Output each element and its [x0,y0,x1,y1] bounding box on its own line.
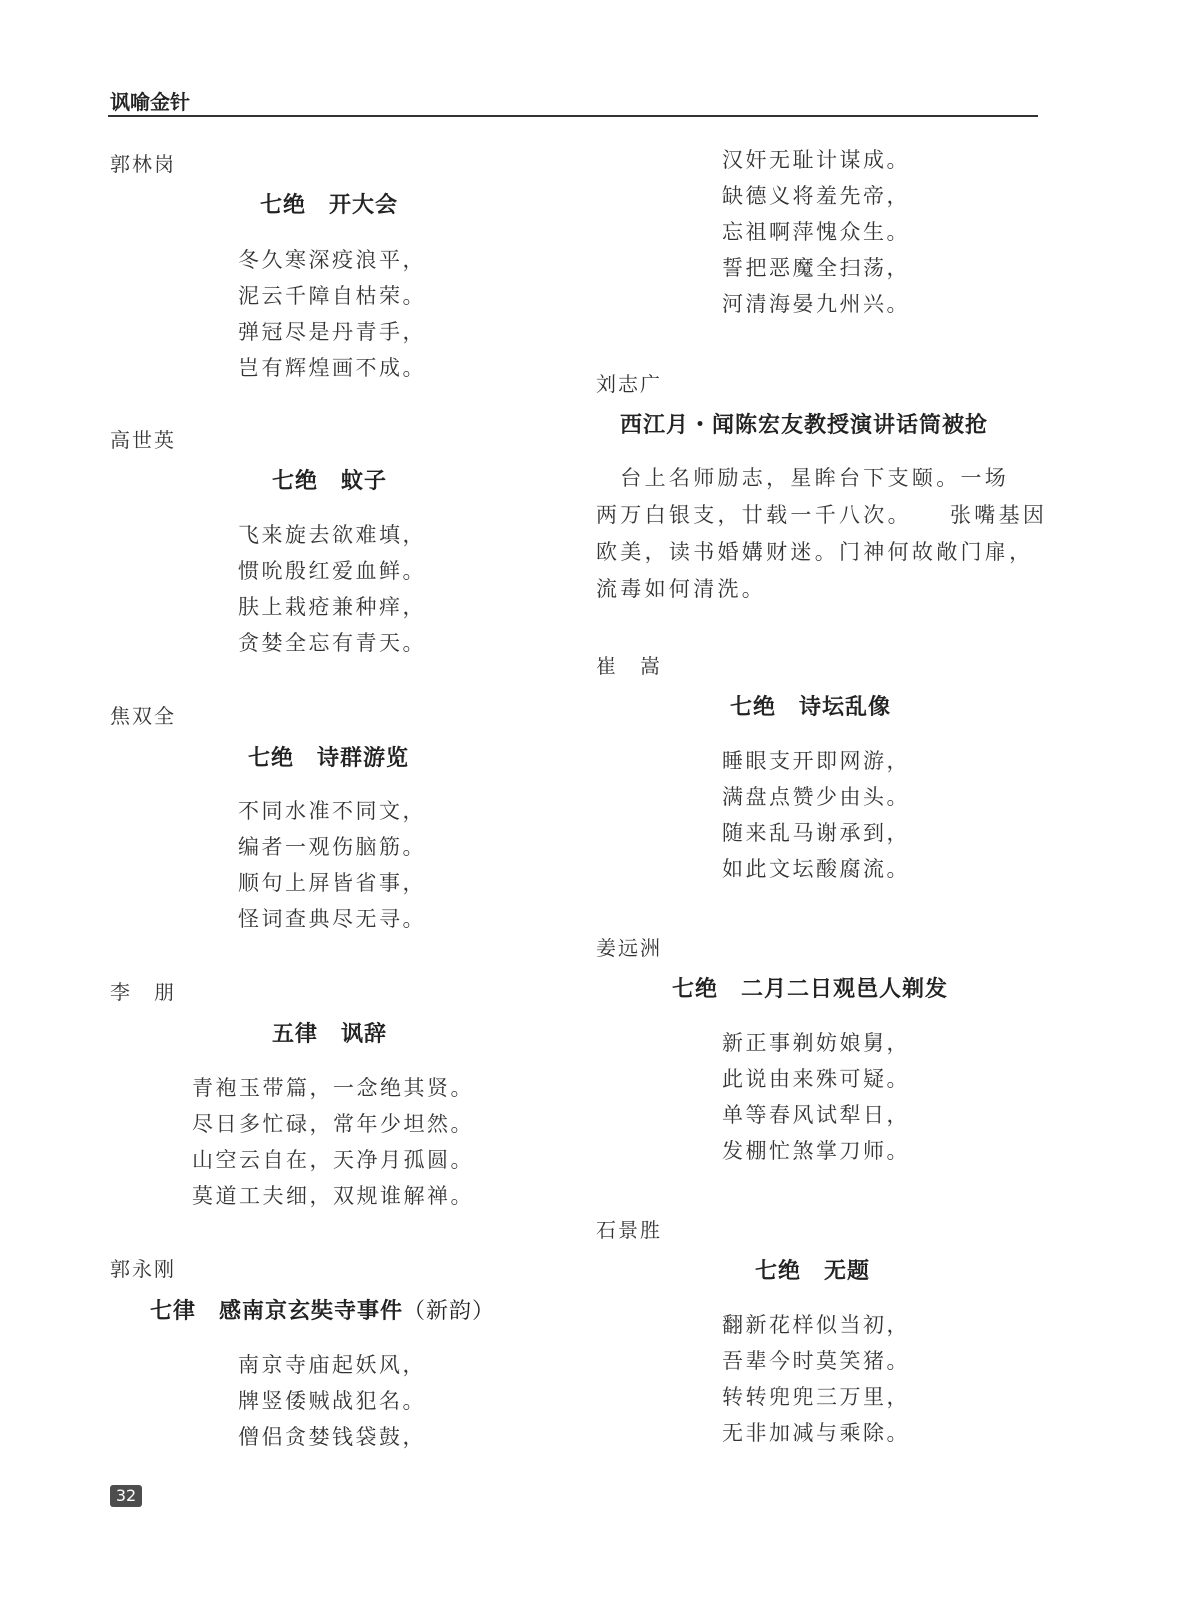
poem-body [722,743,910,887]
ci-line: 欧美，读书婚媾财迷。门神何故敞门扉， [596,540,1034,564]
poem-line: 睡眼支开即网游， [722,749,910,773]
author-name: 郭永刚 [110,1257,176,1281]
poem-line: 无非加减与乘除。 [722,1421,910,1445]
poem-line: 南京寺庙起妖风， [238,1353,426,1377]
poem-line: 编者一观伤脑筋。 [238,835,426,859]
poem-line: 怪词查典尽无寻。 [238,907,426,931]
poem-body [238,242,426,386]
author-name: 崔 嵩 [596,654,662,678]
poem-line: 僧侣贪婪钱袋鼓， [238,1425,426,1449]
author-name: 高世英 [110,428,176,452]
poem-line: 新正事剃妨娘舅， [722,1031,910,1055]
poem-line: 河清海晏九州兴。 [722,292,910,316]
poem-body [722,1307,910,1451]
poem-body [722,1025,910,1169]
poem-title: 七绝 蚊子 [272,469,388,494]
poem-body-continued [722,142,910,322]
poem-title [150,1294,495,1325]
poem-title: 七绝 无题 [755,1259,871,1284]
poem-body [192,1070,474,1214]
poem-title: 七绝 二月二日观邑人剃发 [672,977,949,1002]
poem-line: 尽日多忙碌，常年少坦然。 [192,1112,474,1136]
ci-line: 流毒如何清洗。 [596,577,767,601]
poem-line: 不同水准不同文， [238,799,426,823]
ci-line: 两万白银支，廿载一千八次。 张嘴基因 [596,503,1048,527]
poem-line: 忘祖啊萍愧众生。 [722,220,910,244]
poem-line: 发棚忙煞掌刀师。 [722,1139,910,1163]
poem-title-text: 七律 感南京玄奘寺事件 [150,1299,404,1324]
poem-line: 缺德义将羞先帝， [722,184,910,208]
author-name: 姜远洲 [596,936,662,960]
poem-title: 七绝 开大会 [260,193,399,218]
author-name: 刘志广 [596,372,662,396]
poem-line: 惯吮殷红爱血鲜。 [238,559,426,583]
poem-title: 五律 讽辞 [272,1022,388,1047]
poem-line: 翻新花样似当初， [722,1313,910,1337]
poem-line: 飞来旋去欲难填， [238,523,426,547]
poem-body [238,517,426,661]
poem-line: 肤上栽疮兼种痒， [238,595,426,619]
poem-line: 转转兜兜三万里， [722,1385,910,1409]
poem-line: 誓把恶魔全扫荡， [722,256,910,280]
poem-line: 满盘点赞少由头。 [722,785,910,809]
author-name: 焦双全 [110,704,176,728]
poem-line: 青袍玉带篇，一念绝其贤。 [192,1076,474,1100]
poem-line: 莫道工夫细，双规谁解禅。 [192,1184,474,1208]
poem-line: 此说由来殊可疑。 [722,1067,910,1091]
author-name: 李 朋 [110,980,176,1004]
poem-title: 七绝 诗坛乱像 [730,695,892,720]
poem-title: 七绝 诗群游览 [248,746,410,771]
poem-line: 弹冠尽是丹青手， [238,320,426,344]
author-name: 郭林岗 [110,152,176,176]
page-number: 32 [110,1485,142,1507]
author-name: 石景胜 [596,1218,662,1242]
poem-line: 随来乱马谢承到， [722,821,910,845]
poem-line: 顺句上屏皆省事， [238,871,426,895]
poem-line: 吾辈今时莫笑猪。 [722,1349,910,1373]
poem-line: 泥云千障自枯荣。 [238,284,426,308]
poem-line: 牌竖倭贼战犯名。 [238,1389,426,1413]
poem-line: 汉奸无耻计谋成。 [722,148,910,172]
poem-line: 贪婪全忘有青天。 [238,631,426,655]
poem-title: 西江月・闻陈宏友教授演讲话筒被抢 [620,413,989,438]
ci-line: 台上名师励志，星眸台下支颐。一场 [596,466,1010,490]
header-rule [108,115,1038,117]
poem-body [238,793,426,937]
poem-line: 岂有辉煌画不成。 [238,356,426,380]
poem-line: 冬久寒深疫浪平， [238,248,426,272]
ci-body [596,460,1048,608]
poem-title-note: （新韵） [403,1299,496,1324]
poem-line: 山空云自在，天净月孤圆。 [192,1148,474,1172]
poem-body [238,1347,426,1455]
poem-line: 如此文坛酸腐流。 [722,857,910,881]
poem-line: 单等春风试犁日， [722,1103,910,1127]
running-header: 讽喻金针 [110,90,190,114]
